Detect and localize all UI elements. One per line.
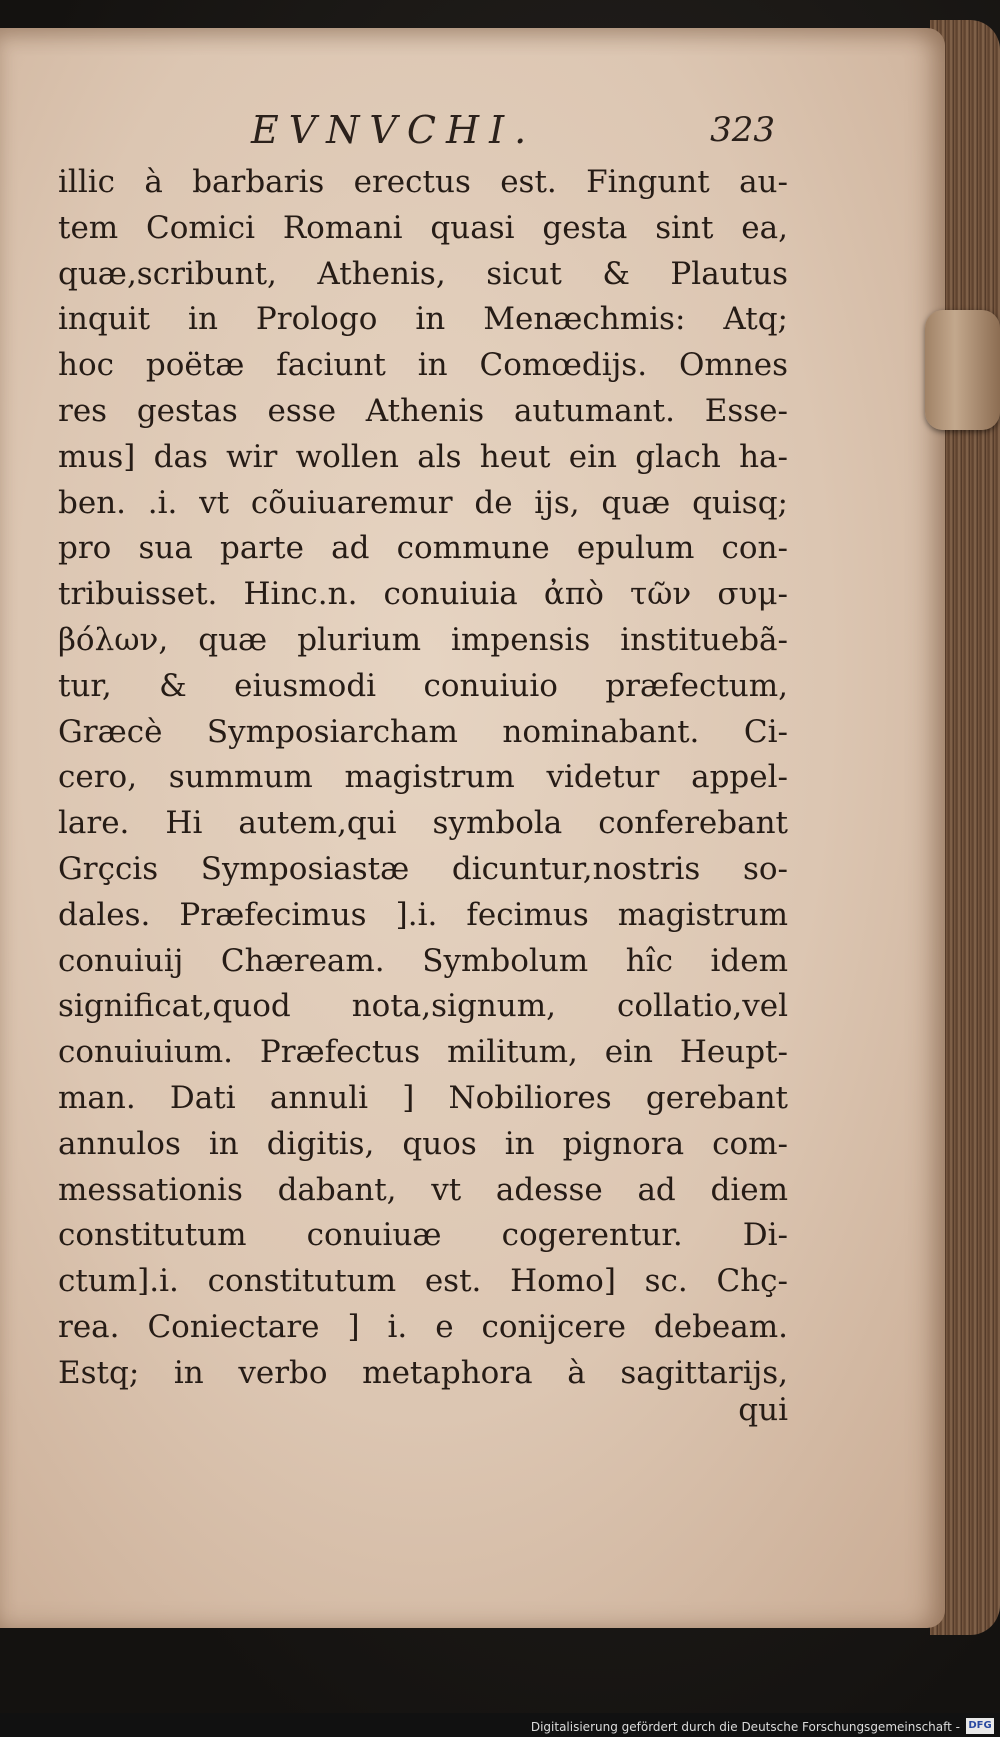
dfg-logo-icon: DFG: [966, 1718, 994, 1734]
text-line: quæ,scribunt, Athenis, sicut & Plautus: [58, 255, 788, 292]
text-line: tem Comici Romani quasi gesta sint ea,: [58, 209, 788, 246]
text-line: Græcè Symposiarcham nominabant. Ci-: [58, 713, 788, 750]
text-line: mus] das wir wollen als heut ein glach ha-: [58, 438, 788, 475]
text-line: tribuisset. Hinc.n. conuiuia ἀπὸ τῶν συμ-: [58, 576, 788, 613]
running-title: EVNVCHI.: [251, 108, 537, 152]
funding-credit: Digitalisierung gefördert durch die Deutsche Forschungsgemeinschaft -: [530, 1720, 960, 1734]
text-line: Grçcis Symposiastæ dicuntur,nostris so-: [58, 850, 788, 887]
text-line: dales. Præfecimus ].i. fecimus magistrum: [58, 896, 788, 933]
text-line: illic à barbaris erectus est. Fingunt au-: [58, 164, 788, 200]
text-line: rea. Coniectare ] i. e conijcere debeam.: [58, 1308, 788, 1345]
text-line: man. Dati annuli ] Nobiliores gerebant: [58, 1079, 788, 1116]
text-line: annulos in digitis, quos in pignora com-: [58, 1125, 788, 1162]
text-line: βόλων, quæ plurium impensis instituebã-: [58, 621, 788, 658]
page-number: 323: [710, 110, 775, 150]
text-line: significat,quod nota,signum, collatio,vel: [58, 988, 788, 1025]
body-text: [58, 160, 788, 1397]
catchword: qui: [738, 1392, 788, 1428]
text-line: conuiuij Chæream. Symbolum hîc idem: [58, 942, 788, 979]
text-line: conuiuium. Præfectus militum, ein Heupt-: [58, 1034, 788, 1071]
text-line: messationis dabant, vt adesse ad diem: [58, 1171, 788, 1208]
text-line: cero, summum magistrum videtur appel-: [58, 759, 788, 796]
footer-bar: [0, 1713, 1000, 1737]
text-line: constitutum conuiuæ cogerentur. Di-: [58, 1217, 788, 1254]
text-line: ben. .i. vt cõuiuaremur de ijs, quæ quisq;: [58, 484, 788, 521]
text-line: pro sua parte ad commune epulum con-: [58, 530, 788, 567]
text-line: lare. Hi autem,qui symbola conferebant: [58, 805, 788, 842]
text-line: hoc poëtæ faciunt in Comœdijs. Omnes: [58, 347, 788, 384]
page-header: [55, 108, 775, 158]
text-line: tur, & eiusmodi conuiuio præfectum,: [58, 667, 788, 704]
book-clasp: [925, 310, 1000, 430]
text-line: ctum].i. constitutum est. Homo] sc. Chç-: [58, 1263, 788, 1300]
text-line: inquit in Prologo in Menæchmis: Atq;: [58, 301, 788, 338]
text-line: Estq; in verbo metaphora à sagittarijs,: [58, 1354, 788, 1391]
text-line: res gestas esse Athenis autumant. Esse-: [58, 392, 788, 429]
